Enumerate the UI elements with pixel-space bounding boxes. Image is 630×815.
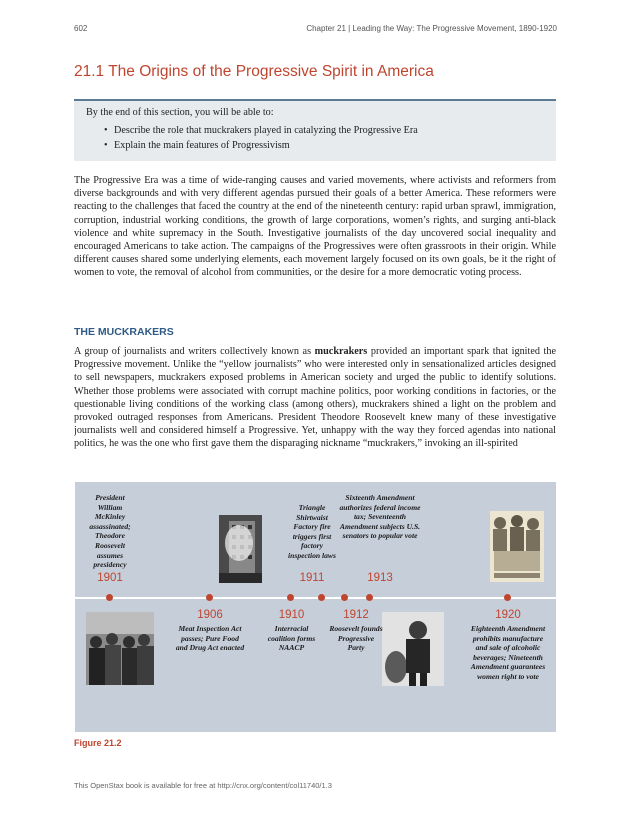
timeline-axis: [75, 597, 556, 599]
timeline-event-1906-text: Meat Inspection Act passes; Pure Food and Drug Act enacted: [175, 624, 245, 653]
timeline-event-1912-text: Roosevelt founds Progressive Party: [329, 624, 383, 653]
learning-objectives-box: [74, 99, 556, 161]
timeline-event-1913-text: Sixteenth Amendment authorizes federal income tax; Seventeenth Amendment subjects U.S. senators to popular vote: [339, 493, 421, 541]
timeline-marker-1913: [366, 594, 373, 601]
page-number: 602: [74, 24, 88, 33]
timeline-marker-1920: [504, 594, 511, 601]
amendment-signing-photo: [490, 511, 544, 582]
paragraph-text: provided an important spark that ignited the Progressive movement. Unlike the “yellow journalists” who were interested only in sensationalized articles designed to sell newspapers, muckrakers exposed problems in American society and urged the public to identify solutions. Whether those problems were associated with corrupt machine politics, poor working conditions in factories, or the questionable living conditions of the working class (among others), muckrakers shined a light on the problem and provoked outraged responses from Americans. President Theodore Roosevelt knew many of these investigative journalists well and considered himself a Progressive. Yet, unhappy with the way they forced agendas into national politics, he was the one who first gave them the disparaging nickname “muckrakers,” invoking an ill-spirited: [74, 346, 556, 450]
timeline-event-1901-text: President William McKinley assassinated; Theodore Roosevelt assumes presidency: [89, 493, 131, 570]
footer-note: This OpenStax book is available for free at http://cnx.org/content/col11740/1.3: [74, 781, 332, 790]
timeline-marker-1912: [341, 594, 348, 601]
timeline-year-1920: 1920: [495, 609, 521, 621]
key-term-muckrakers: muckrakers: [314, 346, 368, 357]
objectives-intro: By the end of this section, you will be able to:: [86, 107, 274, 118]
timeline-year-1906: 1906: [197, 609, 223, 621]
objective-item: • Describe the role that muckrakers played in catalyzing the Progressive Era: [114, 123, 418, 138]
timeline-figure: [75, 482, 556, 732]
timeline-event-1920-text: Eighteenth Amendment prohibits manufacture and sale of alcoholic beverages; Nineteenth Amendment guarantees women right to vote: [470, 624, 546, 681]
paragraph-intro: The Progressive Era was a time of wide-ranging causes and varied movements, where activists and reformers from diverse backgrounds and with very different agendas pursued their goals of a better America. These reformers were reacting to the challenges that faced the country at the end of the nineteenth century: rapid urban sprawl, immigration, corruption, industrial working conditions, the growth of large corporations, women’s rights, and surging anti-black violence and white supremacy in the South. Investigative journalists of the day uncovered social inequality and encouraged Americans to take action. The campaigns of the Progressives were often grassroots in their origin. While different causes shared some underlying elements, each movement largely focused on its own goals, be it the right of women to vote, the removal of alcohol from communities, or the desire for a more democratic voting process.: [74, 175, 556, 279]
paragraph-muckrakers: [74, 345, 556, 463]
timeline-event-1910-text: Interracial coalition forms NAACP: [267, 624, 316, 653]
paragraph-text: A group of journalists and writers collectively known as: [74, 346, 315, 357]
timeline-marker-1911: [318, 594, 325, 601]
figure-caption: Figure 21.2: [74, 738, 122, 748]
subheading-muckrakers: THE MUCKRAKERS: [74, 326, 174, 338]
timeline-marker-1906: [206, 594, 213, 601]
triangle-fire-photo: [219, 515, 262, 583]
section-title: 21.1 The Origins of the Progressive Spirit in America: [74, 63, 434, 80]
objectives-list: [114, 123, 418, 153]
timeline-year-1910: 1910: [278, 609, 305, 621]
roosevelt-portrait-photo: [382, 612, 444, 686]
chapter-header: Chapter 21 | Leading the Way: The Progressive Movement, 1890-1920: [306, 24, 557, 33]
timeline-year-1913: 1913: [367, 572, 393, 584]
objective-item: • Explain the main features of Progressivism: [114, 138, 418, 153]
timeline-marker-1901: [106, 594, 113, 601]
timeline-year-1912: 1912: [343, 609, 369, 621]
timeline-year-1901: 1901: [97, 572, 123, 584]
timeline-marker-1910: [287, 594, 294, 601]
timeline-event-1911-text: Triangle Shirtwaist Factory fire triggers first factory inspection laws: [288, 503, 336, 560]
mckinley-crowd-photo: [86, 612, 154, 685]
timeline-year-1911: 1911: [299, 572, 325, 584]
